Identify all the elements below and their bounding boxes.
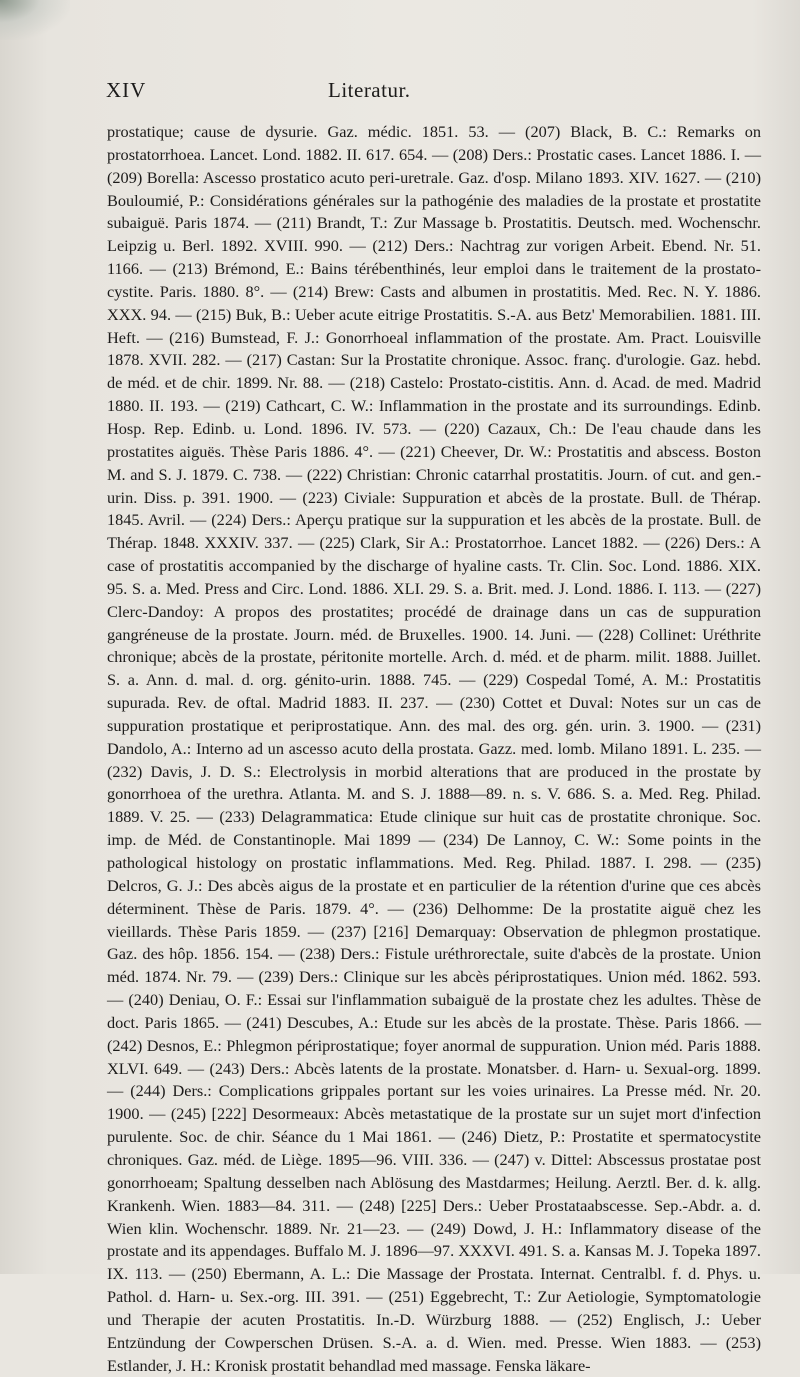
page-corner-shadow <box>0 0 70 40</box>
running-header <box>106 78 742 104</box>
running-title: Literatur. <box>328 78 411 102</box>
page-number: XIV <box>106 78 147 102</box>
bibliography-text-block <box>107 121 761 1377</box>
bibliography-paragraph: prostatique; cause de dysurie. Gaz. médic. 1851. 53. — (207) Black, B. C.: Remarks on prostatorrhoea. Lancet. Lond. 1882. II. 617. 654. — (208) Ders.: Prostatic cases. Lancet 1886. I. — (209) Borella: Ascesso prostatico acuto peri-uretrale. Gaz. d'osp. Milano 1893. XIV. 1627. — (210) Bouloumié, P.: Considérations générales sur la pathogénie des maladies de la prostate et prostatite subaiguë. Paris 1874. — (211) Brandt, T.: Zur Massage b. Prostatitis. Deutsch. med. Wochenschr. Leipzig u. Berl. 1892. XVIII. 990. — (212) Ders.: Nachtrag zur vorigen Arbeit. Ebend. Nr. 51. 1166. — (213) Brémond, E.: Bains térébenthinés, leur emploi dans le traitement de la prostato-cystite. Paris. 1880. 8°. — (214) Brew: Casts and albumen in prostatitis. Med. Rec. N. Y. 1886. XXX. 94. — (215) Buk, B.: Ueber acute eitrige Prostatitis. S.-A. aus Betz' Memorabilien. 1881. III. Heft. — (216) Bumstead, F. J.: Gonorrhoeal inflammation of the prostate. Am. Pract. Louisville 1878. XVII. 282. — (217) Castan: Sur la Prostatite chronique. Assoc. franç. d'urologie. Gaz. hebd. de méd. et de chir. 1899. Nr. 88. — (218) Castelo: Prostato-cistitis. Ann. d. Acad. de med. Madrid 1880. II. 193. — (219) Cathcart, C. W.: Inflammation in the prostate and its surroundings. Edinb. Hosp. Rep. Edinb. u. Lond. 1896. IV. 573. — (220) Cazaux, Ch.: De l'eau chaude dans les prostatites aiguës. Thèse Paris 1886. 4°. — (221) Cheever, Dr. W.: Prostatitis and abscess. Boston M. and S. J. 1879. C. 738. — (222) Christian: Chronic catarrhal prostatitis. Journ. of cut. and gen.-urin. Diss. p. 391. 1900. — (223) Civiale: Suppuration et abcès de la prostate. Bull. de Thérap. 1845. Avril. — (224) Ders.: Aperçu pratique sur la suppuration et les abcès de la prostate. Bull. de Thérap. 1848. XXXIV. 337. — (225) Clark, Sir A.: Prostatorrhoe. Lancet 1882. — (226) Ders.: A case of prostatitis accompanied by the discharge of hyaline casts. Tr. Clin. Soc. Lond. 1886. XIX. 95. S. a. Med. Press and Circ. Lond. 1886. XLI. 29. S. a. Brit. med. J. Lond. 1886. I. 113. — (227) Clerc-Dandoy: A propos des prostatites; procédé de drainage dans un cas de suppuration gangréneuse de la prostate. Journ. méd. de Bruxelles. 1900. 14. Juni. — (228) Collinet: Uréthrite chronique; abcès de la prostate, péritonite mortelle. Arch. d. méd. et de pharm. milit. 1888. Juillet. S. a. Ann. d. mal. d. org. génito-urin. 1888. 745. — (229) Cospedal Tomé, A. M.: Prostatitis supurada. Rev. de oftal. Madrid 1883. II. 237. — (230) Cottet et Duval: Notes sur un cas de suppuration prostatique et periprostatique. Ann. des mal. des org. gén. urin. 3. 1900. — (231) Dandolo, A.: Interno ad un ascesso acuto della prostata. Gazz. med. lomb. Milano 1891. L. 235. — (232) Davis, J. D. S.: Electrolysis in morbid alterations that are produced in the prostate by gonorrhoea of the urethra. Atlanta. M. and S. J. 1888—89. n. s. V. 686. S. a. Med. Reg. Philad. 1889. V. 25. — (233) Delagrammatica: Etude clinique sur huit cas de prostatite chronique. Soc. imp. de Méd. de Constantinople. Mai 1899 — (234) De Lannoy, C. W.: Some points in the pathological histology on prostatic inflammations. Med. Reg. Philad. 1887. I. 298. — (235) Delcros, G. J.: Des abcès aigus de la prostate et en particulier de la rétention d'urine que ces abcès déterminent. Thèse de Paris. 1879. 4°. — (236) Delhomme: De la prostatite aiguë chez les vieillards. Thèse Paris 1859. — (237) [216] Demarquay: Observation de phlegmon prostatique. Gaz. des hôp. 1856. 154. — (238) Ders.: Fistule uréthrorectale, suite d'abcès de la prostate. Union méd. 1874. Nr. 79. — (239) Ders.: Clinique sur les abcès périprostatiques. Union méd. 1862. 593. — (240) Deniau, O. F.: Essai sur l'inflammation subaiguë de la prostate chez les adultes. Thèse de doct. Paris 1865. — (241) Descubes, A.: Etude sur les abcès de la prostate. Thèse. Paris 1866. — (242) Desnos, E.: Phlegmon périprostatique; foyer anormal de suppuration. Union méd. Paris 1888. XLVI. 649. — (243) Ders.: Abcès latents de la prostate. Monatsber. d. Harn- u. Sexual-org. 1899. — (244) Ders.: Complications grippales portant sur les voies urinaires. La Presse méd. Nr. 20. 1900. — (245) [222] Desormeaux: Abcès metastatique de la prostate sur un sujet mort d'infection purulente. Soc. de chir. Séance du 1 Mai 1861. — (246) Dietz, P.: Prostatite et spermatocystite chroniques. Gaz. méd. de Liège. 1895—96. VIII. 336. — (247) v. Dittel: Abscessus prostatae post gonorrhoeam; Spaltung desselben nach Ablösung des Mastdarmes; Heilung. Aerztl. Ber. d. k. allg. Krankenh. Wien. 1883—84. 311. — (248) [225] Ders.: Ueber Prostataabscesse. Sep.-Abdr. a. d. Wien klin. Wochenschr. 1889. Nr. 21—23. — (249) Dowd, J. H.: Inflammatory disease of the prostate and its appendages. Buffalo M. J. 1896—97. XXXVI. 491. S. a. Kansas M. J. Topeka 1897. IX. 113. — (250) Ebermann, A. L.: Die Massage der Prostata. Internat. Centralbl. f. d. Phys. u. Pathol. d. Harn- u. Sex.-org. III. 391. — (251) Eggebrecht, T.: Zur Aetiologie, Symptomatologie und Therapie der acuten Prostatitis. In.-D. Würzburg 1888. — (252) Englisch, J.: Ueber Entzündung der Cowperschen Drüsen. S.-A. a. d. Wien. med. Presse. Wien 1883. — (253) Estlander, J. H.: Kronisk prostatit behandlad med massage. Fenska läkare- <box>107 122 761 1375</box>
